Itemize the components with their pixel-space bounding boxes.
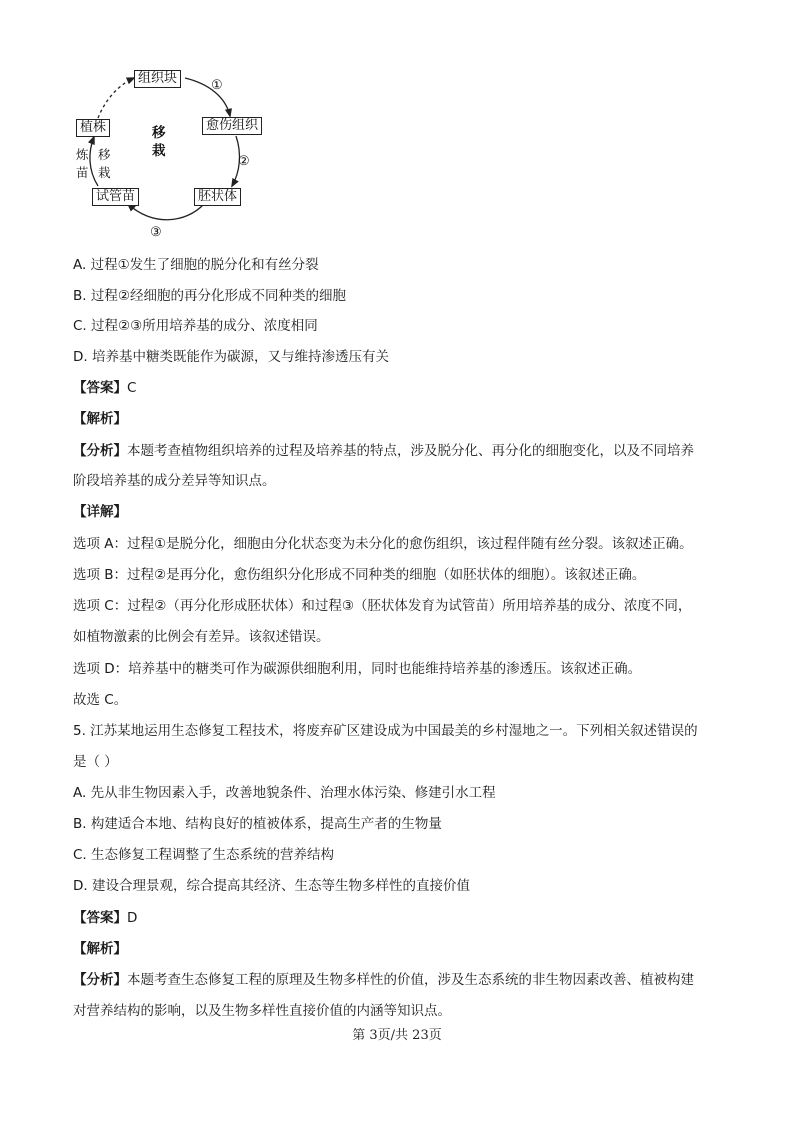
step-1-label: ① (211, 78, 223, 93)
q4-option-a: A. 过程①发生了细胞的脱分化和有丝分裂 (73, 257, 319, 273)
q5-option-a: A. 先从非生物因素入手，改善地貌条件、治理水体污染、修建引水工程 (73, 785, 496, 801)
q4-detail-line-c: 选项 C：过程②（再分化形成胚状体）和过程③（胚状体发育为试管苗）所用培养基的成分、浓度不同， (73, 598, 692, 614)
node-embryoid: 胚状体 (194, 188, 241, 206)
page-footer: 第 3页/共 23页 (352, 1028, 442, 1043)
node-tube-seedling: 试管苗 (92, 188, 139, 206)
q4-detail-line-c-cont: 如植物激素的比例会有差异。该叙述错误。 (73, 629, 330, 645)
q5-fenxi-line-1: 【分析】本题考查生态修复工程的原理及生物多样性的价值，涉及生态系统的非生物因素改善、植被构建 (73, 972, 694, 988)
q5-option-c: C. 生态修复工程调整了生态系统的营养结构 (73, 847, 335, 863)
q5-stem-line-1: 5. 江苏某地运用生态修复工程技术，将废弃矿区建设成为中国最美的乡村湿地之一。下列相关叙述错误的 (73, 723, 698, 739)
q4-option-d: D. 培养基中糖类既能作为碳源，又与维持渗透压有关 (73, 349, 389, 365)
q4-detail-line-a: 选项 A：过程①是脱分化，细胞由分化状态变为未分化的愈伤组织，该过程伴随有丝分裂。该叙述正确。 (73, 536, 693, 552)
q4-detail-line-d: 选项 D：培养基中的糖类可作为碳源供细胞利用，同时也能维持培养基的渗透压。该叙述正确。 (73, 661, 642, 677)
q4-option-b: B. 过程②经细胞的再分化形成不同种类的细胞 (73, 288, 346, 304)
transplant-side-label: 移 栽 (98, 147, 111, 180)
q4-fenxi-line-2: 阶段培养基的成分差异等知识点。 (73, 473, 276, 489)
q4-fenxi-line-1: 【分析】本题考查植物组织培养的过程及培养基的特点，涉及脱分化、再分化的细胞变化，以及不同培养 (73, 443, 694, 459)
q5-option-d: D. 建设合理景观，综合提高其经济、生态等生物多样性的直接价值 (73, 878, 470, 894)
node-tissue-block: 组织块 (134, 70, 181, 88)
step-3-label: ③ (150, 225, 162, 240)
node-plant: 植株 (76, 119, 110, 137)
q4-analysis-heading: 【解析】 (73, 411, 127, 427)
q4-answer: 【答案】C (73, 380, 137, 396)
q5-answer: 【答案】D (73, 910, 138, 926)
q4-detail-line-b: 选项 B：过程②是再分化，愈伤组织分化形成不同种类的细胞（如胚状体的细胞）。该叙述正确。 (73, 567, 646, 583)
harden-seedling-label: 炼 苗 (76, 147, 89, 180)
q4-option-c: C. 过程②③所用培养基的成分、浓度相同 (73, 318, 318, 334)
q4-conclusion: 故选 C。 (73, 692, 128, 708)
q5-stem-line-2: 是（ ） (73, 754, 118, 770)
center-transplant-label: 移 栽 (152, 125, 166, 159)
q5-option-b: B. 构建适合本地、结构良好的植被体系，提高生产者的生物量 (73, 816, 442, 832)
q5-fenxi-line-2: 对营养结构的影响，以及生物多样性直接价值的内涵等知识点。 (73, 1003, 451, 1019)
tissue-culture-diagram (70, 62, 280, 247)
step-2-label: ② (238, 154, 250, 169)
q4-detail-heading: 【详解】 (73, 504, 127, 520)
node-callus: 愈伤组织 (202, 117, 262, 135)
q5-analysis-heading: 【解析】 (73, 941, 127, 957)
